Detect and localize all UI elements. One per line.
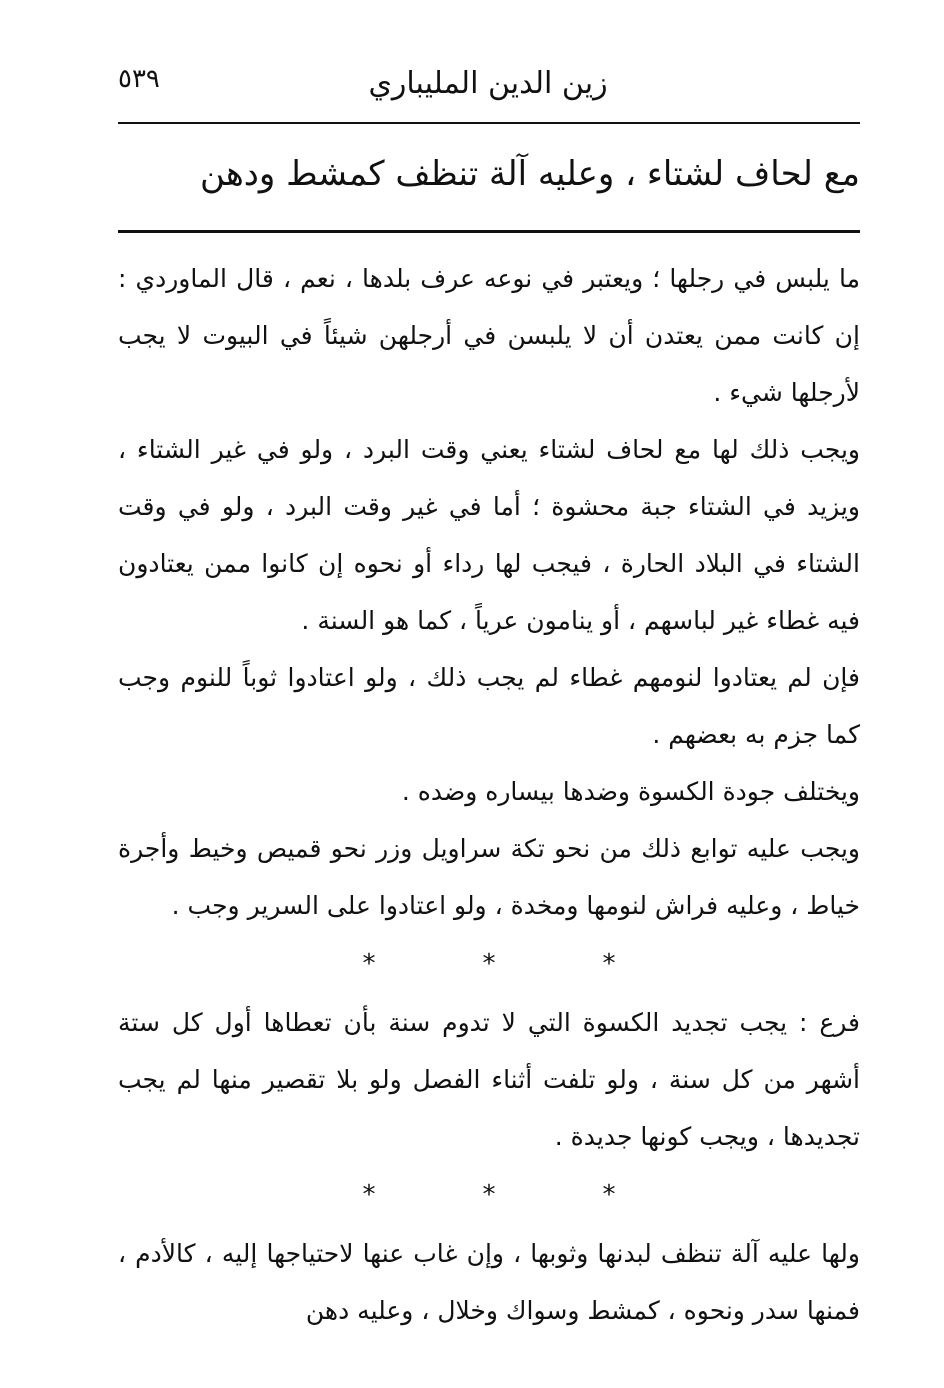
text-line: الشتاء ، ويزيد في الشتاء جبة محشوة ؛ أما في غير وقت البرد ، ولو في [118,435,861,521]
text-line: كالأدم ، فمنها سدر ونحوه ، كمشط وسواك وخلال ، وعليه دهن [118,1239,860,1325]
text-line: فرع : يجب تجديد الكسوة التي لا تدوم سنة بأن تعطاها أول كل [171,1008,860,1037]
section-separator [118,934,860,994]
text-line: فإن لم يعتادوا لنومهم غطاء لم يجب ذلك ، ولو اعتادوا ثوباً للنوم [180,663,860,692]
section-separator [118,1165,860,1225]
paragraph [118,820,860,934]
text-line: يعتادون فيه غطاء غير لباسهم ، أو ينامون عرياً ، كما هو السنة . [118,549,860,635]
page-number: ٥٣٩ [118,64,160,94]
text-line: ولها عليه آلة تنظف لبدنها وثوبها ، وإن غاب عنها لاحتياجها إليه ، [204,1239,860,1268]
asterisk-mark: * [482,1180,496,1210]
text-line: ويختلف جودة الكسوة وضدها بيساره وضده . [401,777,860,806]
paragraph [118,649,860,763]
paragraph [118,1225,860,1339]
asterisk-mark: * [362,1180,376,1210]
asterisk-mark: * [602,1180,616,1210]
paragraph [118,763,860,820]
paragraph [118,994,860,1165]
paragraph [118,250,860,421]
text-line: البيوت لا يجب لأرجلها شيء . [118,321,860,407]
asterisk-mark: * [362,949,376,979]
running-title: زين الدين المليباري [368,66,608,101]
text-line: وأجرة خياط ، وعليه فراش لنومها ومخدة ، ولو اعتادوا على السرير وجب . [118,834,860,920]
text-line: ما يلبس في رجلها ؛ ويعتبر في نوعه عرف بلدها ، نعم ، قال [236,264,860,293]
text-line: وقت الشتاء في البلاد الحارة ، فيجب لها رداء أو نحوه إن كانوا ممن [118,492,860,578]
paragraph [118,421,860,649]
text-line: وجب كما جزم به بعضهم . [118,663,860,749]
matn-line: مع لحاف لشتاء ، وعليه آلة تنظف كمشط ودهن [199,154,860,194]
header-rule [118,122,860,124]
text-line: الماوردي : إن كانت ممن يعتدن أن لا يلبسن في أرجلهن شيئاً في [118,264,860,350]
asterisk-mark: * [482,949,496,979]
text-line: ستة أشهر من كل سنة ، ولو تلفت أثناء الفصل ولو بلا تقصير منها لم [118,1008,860,1094]
page-header [118,62,858,114]
text-line: ويجب ذلك لها مع لحاف لشتاء يعني وقت البرد ، ولو في غير [211,435,860,464]
text-line: ويجب عليه توابع ذلك من نحو تكة سراويل وزر نحو قميص وخيط [188,834,861,863]
commentary-body [118,250,860,1339]
text-line: يجب تجديدها ، ويجب كونها جديدة . [118,1065,860,1151]
asterisk-mark: * [602,949,616,979]
matn-separator-rule [118,230,860,233]
